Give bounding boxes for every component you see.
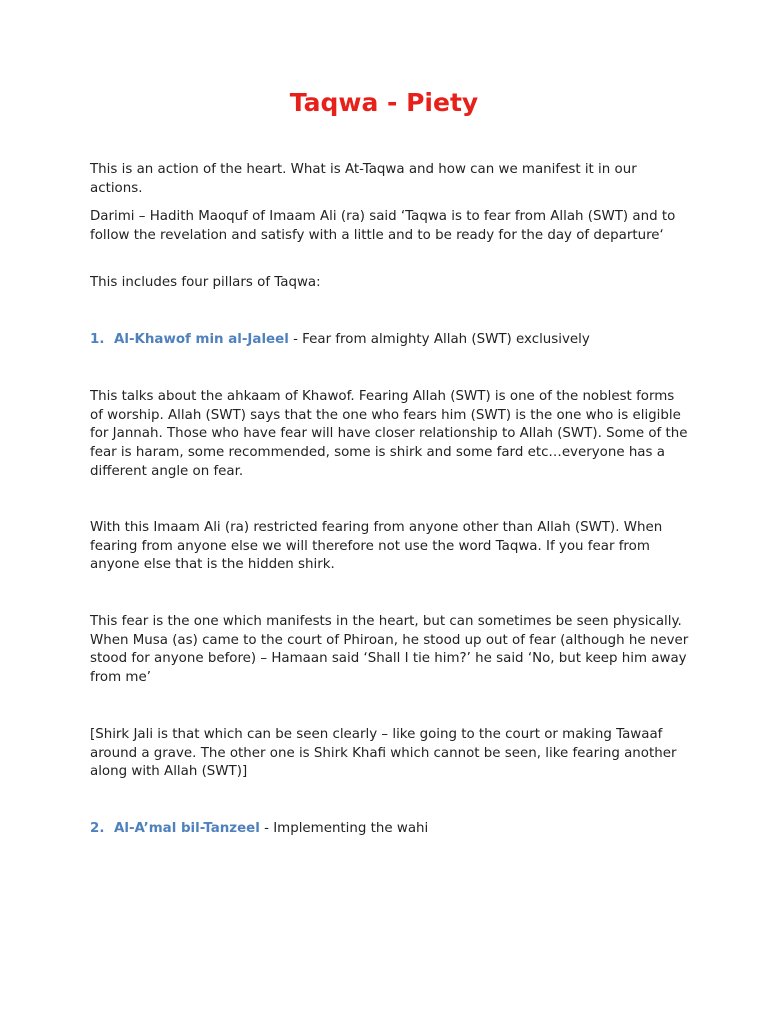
pillar-1-heading: [90, 331, 710, 350]
shirk-paragraph: [Shirk Jali is that which can be seen clearly – like going to the court or making Tawaaf around a grave. The other one is Shirk Khafi which cannot be seen, like fearing another along with Allah (SWT)]: [90, 727, 677, 780]
musa-paragraph: This fear is the one which manifests in the heart, but can sometimes be seen physically. When Musa (as) came to the court of Phiroan, he stood up out of fear (although he never stood for anyone before) – Hamaan said ‘Shall I tie him?’ he said ‘No, but keep him away from me’: [90, 614, 689, 686]
pillar-2-number: 2.: [90, 821, 105, 836]
pillar-2-heading: [90, 820, 710, 839]
pillar-2-description: - Implementing the wahi: [259, 821, 429, 836]
darimi-paragraph: Darimi – Hadith Maoquf of Imaam Ali (ra) said ‘Taqwa is to fear from Allah (SWT) and to follow the revelation and satisfy with a little and to be ready for the day of departure‘: [90, 209, 676, 243]
restricted-paragraph: With this Imaam Ali (ra) restricted fearing from anyone other than Allah (SWT). When fearing from anyone else we will therefore not use the word Taqwa. If you fear from anyone else that is the hidden shirk.: [90, 520, 663, 573]
intro-paragraph: This is an action of the heart. What is At-Taqwa and how can we manifest it in our actions.: [90, 162, 637, 196]
ahkaam-paragraph: This talks about the ahkaam of Khawof. Fearing Allah (SWT) is one of the noblest forms of worship. Allah (SWT) says that the one who fears him (SWT) is the one who is eligible for Jannah. Those who have fear will have closer relationship to Allah (SWT). Some of the fear is haram, some recommended, some is shirk and some fard etc…everyone has a different angle on fear.: [90, 389, 688, 479]
document-title: Taqwa - Piety: [289, 88, 479, 117]
pillar-1-term: Al-Khawof min al-Jaleel: [114, 332, 289, 347]
pillar-1-description: - Fear from almighty Allah (SWT) exclusively: [288, 332, 590, 347]
pillar-1-number: 1.: [90, 332, 105, 347]
pillars-intro-paragraph: This includes four pillars of Taqwa:: [90, 275, 321, 290]
pillar-2-term: Al-A’mal bil-Tanzeel: [114, 821, 260, 836]
